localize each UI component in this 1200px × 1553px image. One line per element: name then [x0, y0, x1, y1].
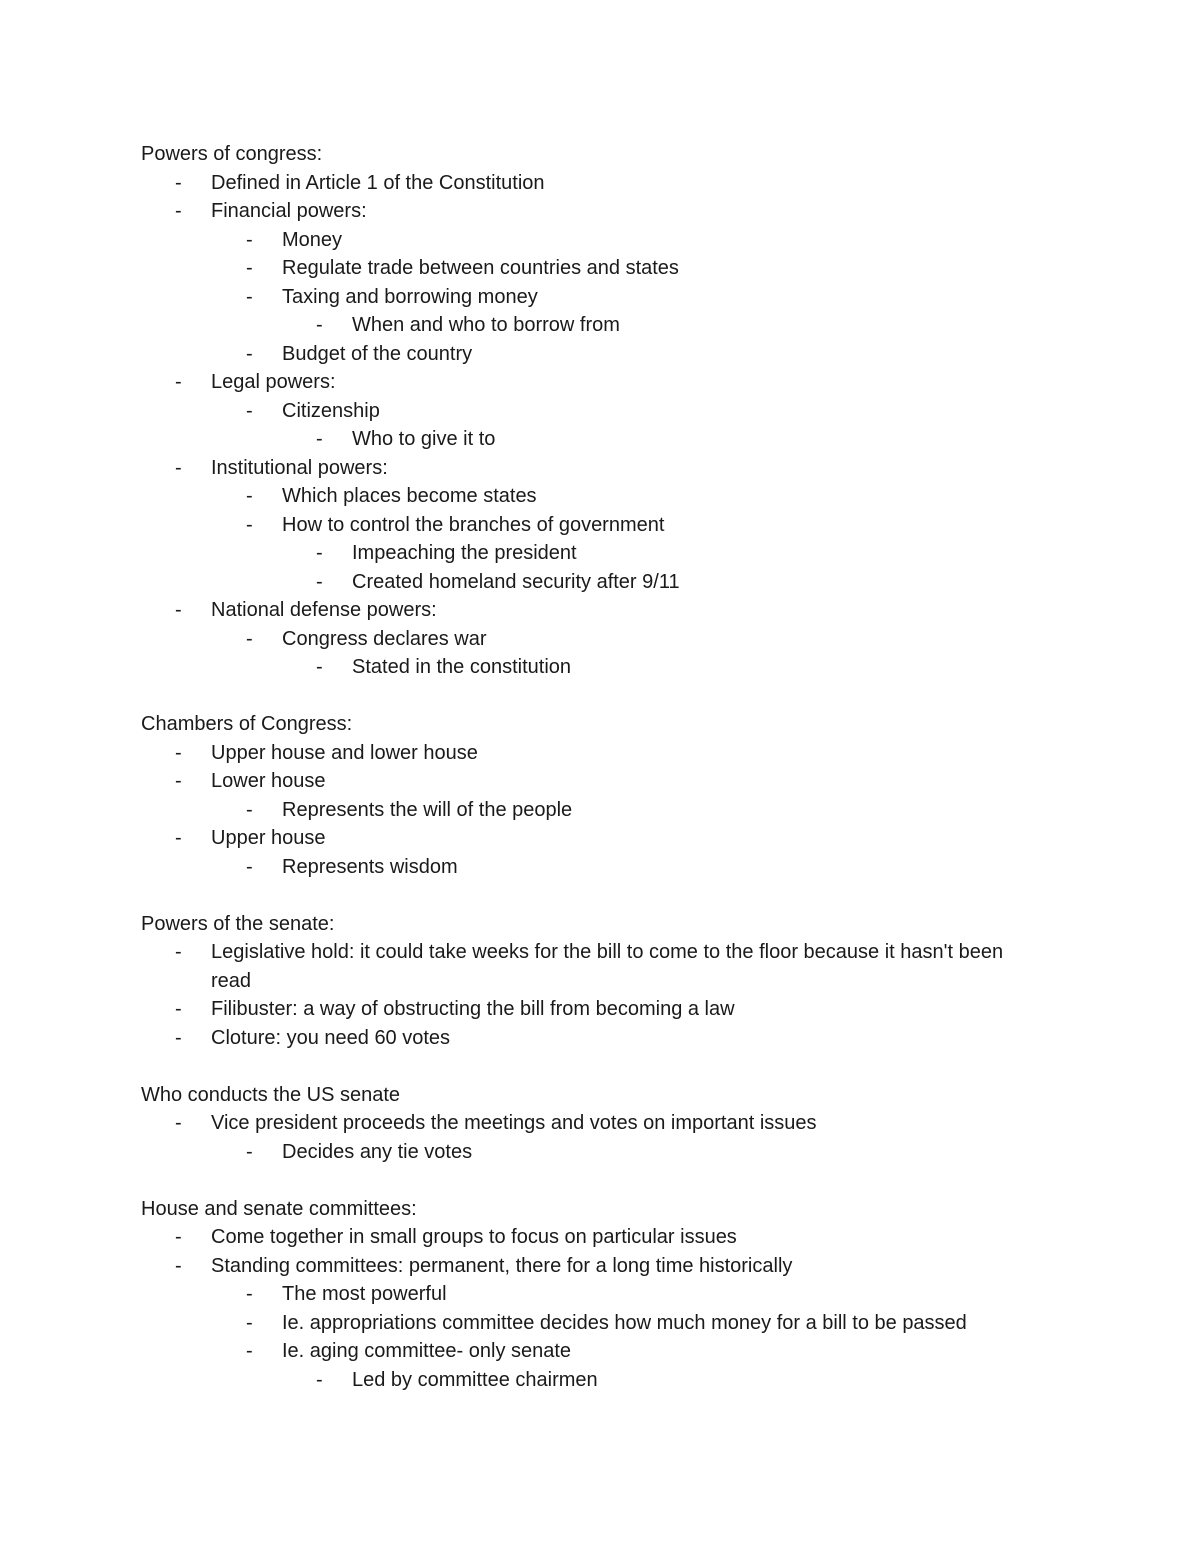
bullet-dash: - — [246, 1340, 253, 1362]
list-item — [141, 226, 1041, 255]
list-item-text: Congress declares war — [282, 627, 487, 650]
list-item-text: When and who to borrow from — [352, 314, 620, 336]
section-heading: Powers of congress: — [141, 143, 323, 165]
bullet-dash: - — [316, 570, 323, 593]
list-item-text: Regulate trade between countries and states — [282, 257, 679, 279]
list-item-text: National defense powers: — [211, 599, 437, 621]
list-item — [141, 368, 1041, 397]
list-item — [141, 283, 1041, 312]
list-item — [141, 853, 1041, 882]
list-item — [141, 767, 1041, 796]
section-house-senate-committees — [141, 1195, 1041, 1395]
list-item — [141, 197, 1041, 226]
list-item — [141, 1138, 1041, 1167]
list-item — [141, 454, 1041, 483]
bullet-dash: - — [175, 171, 182, 194]
list-item — [141, 938, 1041, 995]
bullet-dash: - — [246, 513, 253, 536]
bullet-dash: - — [175, 827, 182, 849]
list-item-text: Taxing and borrowing money — [282, 285, 538, 308]
list-item — [141, 653, 1041, 682]
bullet-dash: - — [175, 1112, 182, 1134]
bullet-dash: - — [246, 1283, 253, 1305]
section-powers-of-congress — [141, 140, 1041, 682]
list-item — [141, 539, 1041, 568]
list-item — [141, 625, 1041, 654]
section-heading: Powers of the senate: — [141, 912, 335, 935]
list-item — [141, 1309, 1041, 1338]
section-who-conducts-senate — [141, 1081, 1041, 1167]
document-body — [141, 140, 1041, 1423]
section-heading: House and senate committees: — [141, 1197, 417, 1220]
list-item — [141, 596, 1041, 625]
list-item-text: Led by committee chairmen — [352, 1368, 598, 1391]
list-item-text: Represents wisdom — [282, 855, 458, 878]
list-item-text: Legislative hold: it could take weeks for the bill to come to the floor because it hasn't been read — [211, 941, 1004, 992]
list-item — [141, 796, 1041, 825]
bullet-dash: - — [175, 770, 182, 792]
list-item — [141, 482, 1041, 511]
list-item — [141, 995, 1041, 1024]
list-item — [141, 1223, 1041, 1252]
list-item-text: Cloture: you need 60 votes — [211, 1026, 451, 1049]
list-item-text: How to control the branches of government — [282, 513, 665, 536]
list-item-text: Ie. appropriations committee decides how much money for a bill to be passed — [282, 1311, 967, 1334]
bullet-dash: - — [246, 798, 253, 821]
list-item — [141, 254, 1041, 283]
bullet-dash: - — [175, 599, 182, 621]
list-item-text: Decides any tie votes — [282, 1140, 473, 1163]
list-item-text: Impeaching the president — [352, 542, 577, 564]
bullet-dash: - — [175, 998, 182, 1020]
list-item — [141, 1280, 1041, 1309]
list-item — [141, 511, 1041, 540]
list-item-text: Created homeland security after 9/11 — [352, 570, 680, 593]
bullet-dash: - — [246, 228, 253, 251]
bullet-dash: - — [175, 1226, 182, 1248]
bullet-dash: - — [246, 485, 253, 507]
section-chambers-of-congress — [141, 710, 1041, 881]
list-item — [141, 340, 1041, 369]
bullet-dash: - — [175, 1254, 182, 1277]
list-item-text: Lower house — [211, 770, 326, 792]
bullet-dash: - — [316, 428, 323, 450]
list-item-text: Filibuster: a way of obstructing the bill from becoming a law — [211, 998, 735, 1020]
list-item-text: Money — [282, 228, 343, 251]
list-item — [141, 1366, 1041, 1395]
bullet-dash: - — [246, 285, 253, 308]
bullet-dash: - — [175, 371, 182, 393]
bullet-dash: - — [175, 741, 182, 764]
list-item — [141, 568, 1041, 597]
list-item-text: The most powerful — [282, 1283, 447, 1305]
section-heading: Chambers of Congress: — [141, 713, 353, 735]
list-item-text: Budget of the country — [282, 342, 473, 365]
list-item-text: Defined in Article 1 of the Constitution — [211, 171, 545, 194]
list-item — [141, 397, 1041, 426]
list-item-text: Upper house — [211, 827, 326, 849]
list-item-text: Citizenship — [282, 399, 380, 422]
list-item-text: Financial powers: — [211, 200, 367, 222]
list-item-text: Standing committees: permanent, there for a long time historically — [211, 1254, 793, 1277]
bullet-dash: - — [316, 542, 323, 564]
bullet-dash: - — [175, 941, 182, 963]
list-item-text: Institutional powers: — [211, 456, 388, 479]
list-item — [141, 1337, 1041, 1366]
list-item-text: Upper house and lower house — [211, 741, 478, 764]
list-item — [141, 425, 1041, 454]
list-item-text: Vice president proceeds the meetings and votes on important issues — [211, 1112, 817, 1134]
bullet-dash: - — [316, 314, 323, 336]
bullet-dash: - — [246, 1140, 253, 1163]
list-item — [141, 1109, 1041, 1138]
list-item-text: Which places become states — [282, 485, 537, 507]
bullet-dash: - — [175, 200, 182, 222]
bullet-dash: - — [246, 855, 253, 878]
list-item-text: Legal powers: — [211, 371, 336, 393]
list-item-text: Who to give it to — [352, 428, 496, 450]
list-item — [141, 1024, 1041, 1053]
section-powers-of-the-senate — [141, 910, 1041, 1053]
list-item-text: Represents the will of the people — [282, 798, 573, 821]
list-item — [141, 739, 1041, 768]
bullet-dash: - — [246, 342, 253, 365]
list-item-text: Ie. aging committee- only senate — [282, 1340, 572, 1362]
list-item-text: Come together in small groups to focus on particular issues — [211, 1226, 737, 1248]
list-item — [141, 169, 1041, 198]
bullet-dash: - — [246, 627, 253, 650]
bullet-dash: - — [175, 1026, 182, 1049]
bullet-dash: - — [316, 656, 323, 678]
section-heading: Who conducts the US senate — [141, 1083, 401, 1106]
list-item-text: Stated in the constitution — [352, 656, 572, 678]
list-item — [141, 311, 1041, 340]
list-item — [141, 824, 1041, 853]
bullet-dash: - — [246, 257, 253, 279]
list-item — [141, 1252, 1041, 1281]
bullet-dash: - — [175, 456, 182, 479]
bullet-dash: - — [246, 1311, 253, 1334]
bullet-dash: - — [316, 1368, 323, 1391]
bullet-dash: - — [246, 399, 253, 422]
